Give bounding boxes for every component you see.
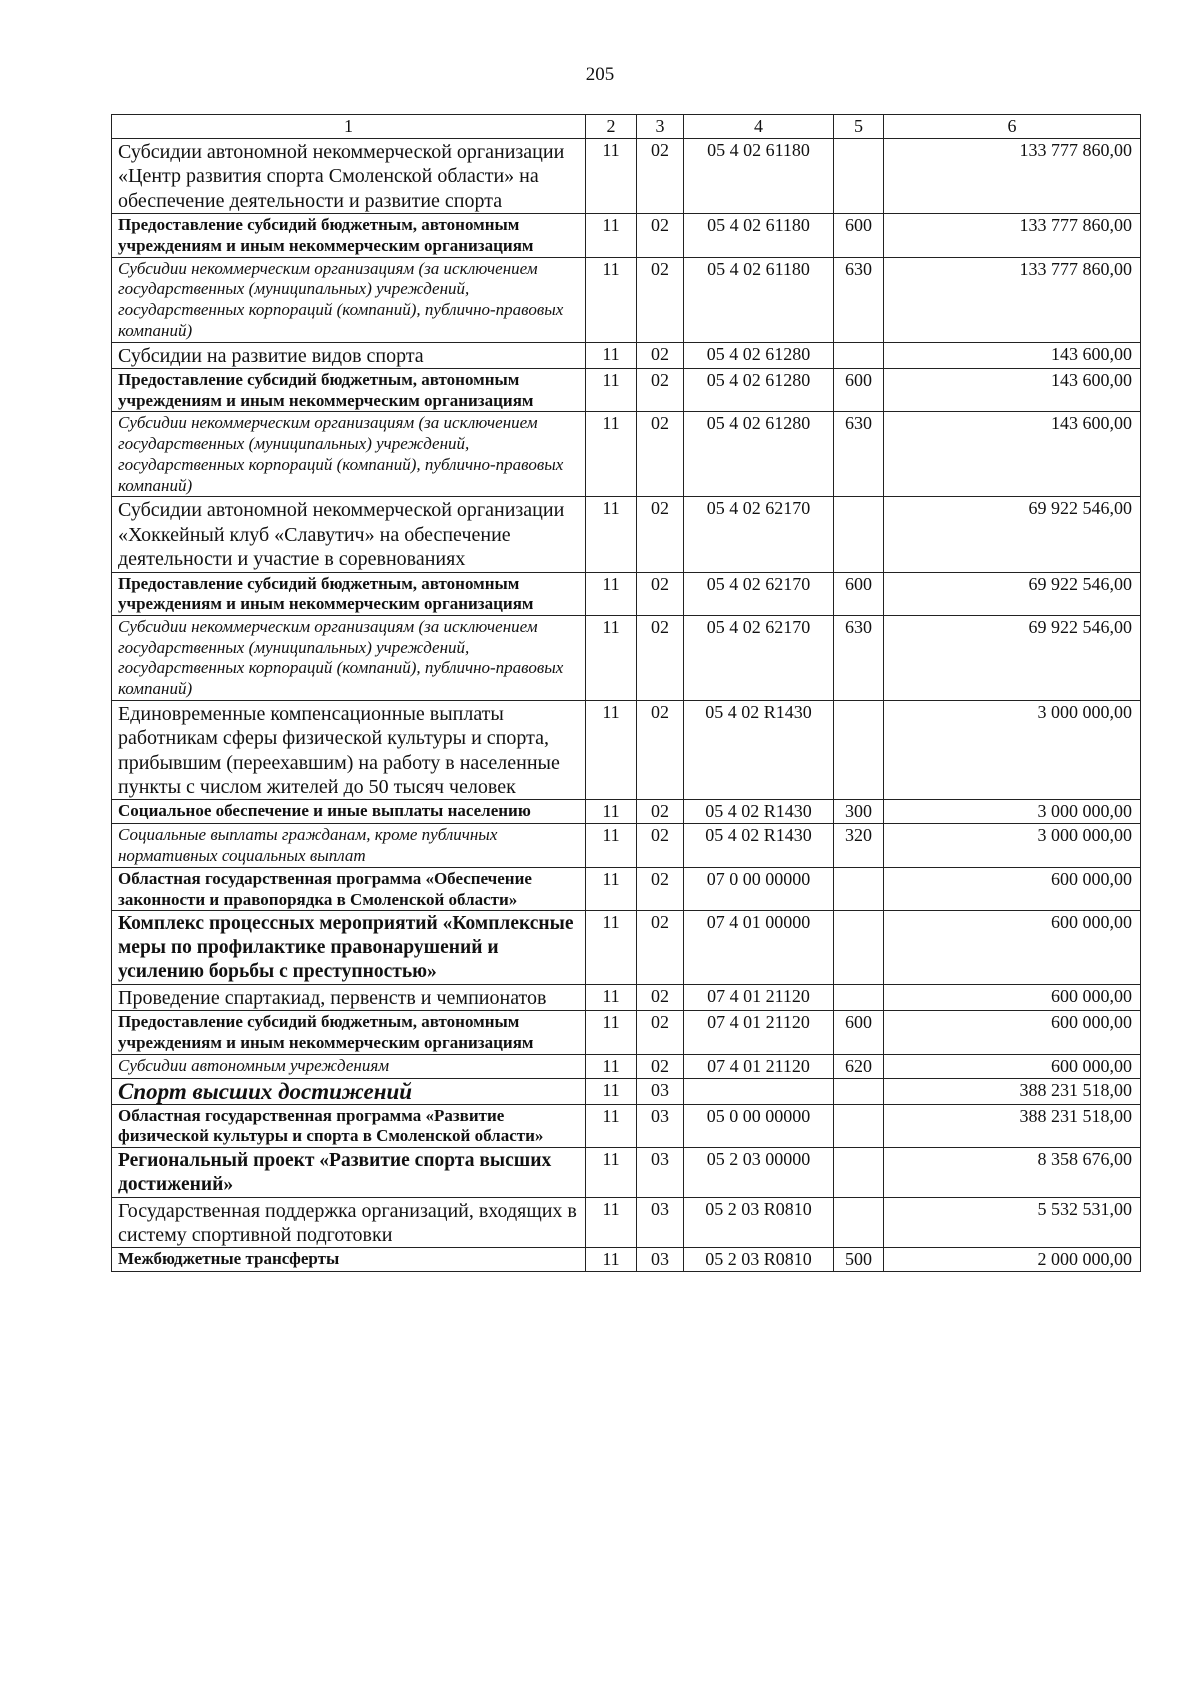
item-name-cell: Субсидии некоммерческим организациям (за исключением государственных (муниципальных) учреждений, государственных корпораций (компаний), публично-правовых компаний) — [112, 412, 586, 497]
amount-cell: 3 000 000,00 — [884, 800, 1141, 824]
target-article-cell: 05 2 03 R0810 — [684, 1197, 834, 1248]
section-cell: 11 — [586, 1248, 637, 1272]
section-cell: 11 — [586, 911, 637, 984]
table-row — [112, 824, 1141, 867]
amount-cell: 133 777 860,00 — [884, 138, 1141, 213]
section-cell: 11 — [586, 800, 637, 824]
table-row — [112, 368, 1141, 411]
amount-cell: 143 600,00 — [884, 368, 1141, 411]
item-name-cell: Предоставление субсидий бюджетным, автономным учреждениям и иным некоммерческим организациям — [112, 572, 586, 615]
target-article-cell: 05 2 03 00000 — [684, 1148, 834, 1198]
table-row — [112, 497, 1141, 572]
item-name-cell: Социальное обеспечение и иные выплаты населению — [112, 800, 586, 824]
target-article-cell: 05 2 03 R0810 — [684, 1248, 834, 1272]
item-name-cell: Субсидии некоммерческим организациям (за исключением государственных (муниципальных) учреждений, государственных корпораций (компаний), публично-правовых компаний) — [112, 615, 586, 700]
expense-type-cell: 630 — [834, 615, 884, 700]
table-row — [112, 138, 1141, 213]
table-row — [112, 1011, 1141, 1054]
section-cell: 11 — [586, 1148, 637, 1198]
expense-type-cell — [834, 1078, 884, 1104]
subsection-cell: 02 — [637, 138, 684, 213]
item-name-cell: Субсидии автономным учреждениям — [112, 1054, 586, 1078]
expense-type-cell — [834, 911, 884, 984]
item-name-cell: Областная государственная программа «Развитие физической культуры и спорта в Смоленской области» — [112, 1104, 586, 1147]
section-cell: 11 — [586, 368, 637, 411]
table-row — [112, 342, 1141, 368]
subsection-cell: 02 — [637, 214, 684, 257]
section-cell: 11 — [586, 1054, 637, 1078]
header-cell: 1 — [112, 115, 586, 139]
header-cell: 5 — [834, 115, 884, 139]
item-name-cell: Единовременные компенсационные выплаты работникам сферы физической культуры и спорта, прибывшим (переехавшим) на работу в населенные пункты с числом жителей до 50 тысяч человек — [112, 700, 586, 800]
section-cell: 11 — [586, 138, 637, 213]
amount-cell: 69 922 546,00 — [884, 497, 1141, 572]
header-cell: 2 — [586, 115, 637, 139]
table-row — [112, 1104, 1141, 1147]
target-article-cell: 05 4 02 61180 — [684, 257, 834, 342]
subsection-cell: 03 — [637, 1248, 684, 1272]
subsection-cell: 02 — [637, 257, 684, 342]
amount-cell: 143 600,00 — [884, 412, 1141, 497]
amount-cell: 143 600,00 — [884, 342, 1141, 368]
expense-type-cell — [834, 984, 884, 1010]
target-article-cell: 05 4 02 61180 — [684, 214, 834, 257]
item-name-cell: Субсидии на развитие видов спорта — [112, 342, 586, 368]
table-row — [112, 867, 1141, 910]
subsection-cell: 02 — [637, 867, 684, 910]
target-article-cell: 07 0 00 00000 — [684, 867, 834, 910]
amount-cell: 3 000 000,00 — [884, 700, 1141, 800]
amount-cell: 388 231 518,00 — [884, 1078, 1141, 1104]
amount-cell: 133 777 860,00 — [884, 257, 1141, 342]
table-row — [112, 1078, 1141, 1104]
item-name-cell: Спорт высших достижений — [112, 1078, 586, 1104]
expense-type-cell — [834, 1197, 884, 1248]
amount-cell: 600 000,00 — [884, 1054, 1141, 1078]
amount-cell: 2 000 000,00 — [884, 1248, 1141, 1272]
item-name-cell: Проведение спартакиад, первенств и чемпионатов — [112, 984, 586, 1010]
target-article-cell: 05 4 02 61280 — [684, 412, 834, 497]
subsection-cell: 02 — [637, 911, 684, 984]
subsection-cell: 02 — [637, 572, 684, 615]
table-row — [112, 615, 1141, 700]
expense-type-cell — [834, 342, 884, 368]
table-row — [112, 800, 1141, 824]
section-cell: 11 — [586, 615, 637, 700]
amount-cell: 600 000,00 — [884, 911, 1141, 984]
target-article-cell: 05 4 02 62170 — [684, 497, 834, 572]
table-row — [112, 1248, 1141, 1272]
target-article-cell: 05 0 00 00000 — [684, 1104, 834, 1147]
amount-cell: 8 358 676,00 — [884, 1148, 1141, 1198]
section-cell: 11 — [586, 214, 637, 257]
amount-cell: 5 532 531,00 — [884, 1197, 1141, 1248]
table-row — [112, 911, 1141, 984]
item-name-cell: Государственная поддержка организаций, входящих в систему спортивной подготовки — [112, 1197, 586, 1248]
expense-type-cell: 630 — [834, 412, 884, 497]
section-cell: 11 — [586, 1104, 637, 1147]
section-cell: 11 — [586, 824, 637, 867]
subsection-cell: 02 — [637, 1011, 684, 1054]
target-article-cell: 05 4 02 62170 — [684, 572, 834, 615]
target-article-cell: 07 4 01 21120 — [684, 984, 834, 1010]
amount-cell: 69 922 546,00 — [884, 615, 1141, 700]
subsection-cell: 02 — [637, 497, 684, 572]
target-article-cell: 05 4 02 62170 — [684, 615, 834, 700]
table-row — [112, 572, 1141, 615]
expense-type-cell — [834, 1104, 884, 1147]
subsection-cell: 03 — [637, 1104, 684, 1147]
target-article-cell: 05 4 02 R1430 — [684, 700, 834, 800]
table-row — [112, 1197, 1141, 1248]
table-row — [112, 412, 1141, 497]
item-name-cell: Комплекс процессных мероприятий «Комплексные меры по профилактике правонарушений и усилению борьбы с преступностью» — [112, 911, 586, 984]
section-cell: 11 — [586, 257, 637, 342]
expense-type-cell: 600 — [834, 1011, 884, 1054]
item-name-cell: Предоставление субсидий бюджетным, автономным учреждениям и иным некоммерческим организациям — [112, 214, 586, 257]
section-cell: 11 — [586, 700, 637, 800]
target-article-cell: 05 4 02 R1430 — [684, 824, 834, 867]
table-row — [112, 984, 1141, 1010]
header-cell: 6 — [884, 115, 1141, 139]
amount-cell: 600 000,00 — [884, 984, 1141, 1010]
subsection-cell: 03 — [637, 1197, 684, 1248]
section-cell: 11 — [586, 572, 637, 615]
expense-type-cell — [834, 867, 884, 910]
subsection-cell: 02 — [637, 800, 684, 824]
item-name-cell: Субсидии некоммерческим организациям (за исключением государственных (муниципальных) учреждений, государственных корпораций (компаний), публично-правовых компаний) — [112, 257, 586, 342]
expense-type-cell — [834, 138, 884, 213]
expense-type-cell — [834, 497, 884, 572]
subsection-cell: 02 — [637, 342, 684, 368]
item-name-cell: Межбюджетные трансферты — [112, 1248, 586, 1272]
section-cell: 11 — [586, 412, 637, 497]
target-article-cell: 05 4 02 R1430 — [684, 800, 834, 824]
expense-type-cell: 630 — [834, 257, 884, 342]
amount-cell: 69 922 546,00 — [884, 572, 1141, 615]
item-name-cell: Субсидии автономной некоммерческой организации «Центр развития спорта Смоленской области» на обеспечение деятельности и развитие спорта — [112, 138, 586, 213]
table-row — [112, 1148, 1141, 1198]
page-number: 205 — [585, 64, 615, 85]
target-article-cell: 07 4 01 21120 — [684, 1011, 834, 1054]
subsection-cell: 03 — [637, 1148, 684, 1198]
item-name-cell: Региональный проект «Развитие спорта высших достижений» — [112, 1148, 586, 1198]
expense-type-cell: 320 — [834, 824, 884, 867]
section-cell: 11 — [586, 1078, 637, 1104]
amount-cell: 3 000 000,00 — [884, 824, 1141, 867]
item-name-cell: Социальные выплаты гражданам, кроме публичных нормативных социальных выплат — [112, 824, 586, 867]
subsection-cell: 02 — [637, 984, 684, 1010]
table-row — [112, 700, 1141, 800]
section-cell: 11 — [586, 1197, 637, 1248]
section-cell: 11 — [586, 342, 637, 368]
expense-type-cell — [834, 700, 884, 800]
target-article-cell: 05 4 02 61280 — [684, 368, 834, 411]
item-name-cell: Областная государственная программа «Обеспечение законности и правопорядка в Смоленской области» — [112, 867, 586, 910]
amount-cell: 388 231 518,00 — [884, 1104, 1141, 1147]
item-name-cell: Предоставление субсидий бюджетным, автономным учреждениям и иным некоммерческим организациям — [112, 368, 586, 411]
section-cell: 11 — [586, 867, 637, 910]
subsection-cell: 02 — [637, 615, 684, 700]
budget-table — [111, 114, 1141, 1272]
section-cell: 11 — [586, 497, 637, 572]
target-article-cell: 05 4 02 61280 — [684, 342, 834, 368]
subsection-cell: 03 — [637, 1078, 684, 1104]
expense-type-cell: 500 — [834, 1248, 884, 1272]
amount-cell: 133 777 860,00 — [884, 214, 1141, 257]
target-article-cell: 05 4 02 61180 — [684, 138, 834, 213]
expense-type-cell: 620 — [834, 1054, 884, 1078]
table-row — [112, 214, 1141, 257]
subsection-cell: 02 — [637, 1054, 684, 1078]
expense-type-cell: 600 — [834, 572, 884, 615]
section-cell: 11 — [586, 984, 637, 1010]
header-cell: 3 — [637, 115, 684, 139]
subsection-cell: 02 — [637, 700, 684, 800]
expense-type-cell: 300 — [834, 800, 884, 824]
target-article-cell — [684, 1078, 834, 1104]
subsection-cell: 02 — [637, 412, 684, 497]
expense-type-cell: 600 — [834, 368, 884, 411]
table-row — [112, 257, 1141, 342]
header-cell: 4 — [684, 115, 834, 139]
item-name-cell: Предоставление субсидий бюджетным, автономным учреждениям и иным некоммерческим организациям — [112, 1011, 586, 1054]
target-article-cell: 07 4 01 00000 — [684, 911, 834, 984]
expense-type-cell — [834, 1148, 884, 1198]
section-cell: 11 — [586, 1011, 637, 1054]
table-body — [112, 138, 1141, 1271]
amount-cell: 600 000,00 — [884, 867, 1141, 910]
subsection-cell: 02 — [637, 824, 684, 867]
table-row — [112, 1054, 1141, 1078]
table-header-row — [112, 115, 1141, 139]
expense-type-cell: 600 — [834, 214, 884, 257]
subsection-cell: 02 — [637, 368, 684, 411]
item-name-cell: Субсидии автономной некоммерческой организации «Хоккейный клуб «Славутич» на обеспечение деятельности и участие в соревнованиях — [112, 497, 586, 572]
target-article-cell: 07 4 01 21120 — [684, 1054, 834, 1078]
amount-cell: 600 000,00 — [884, 1011, 1141, 1054]
